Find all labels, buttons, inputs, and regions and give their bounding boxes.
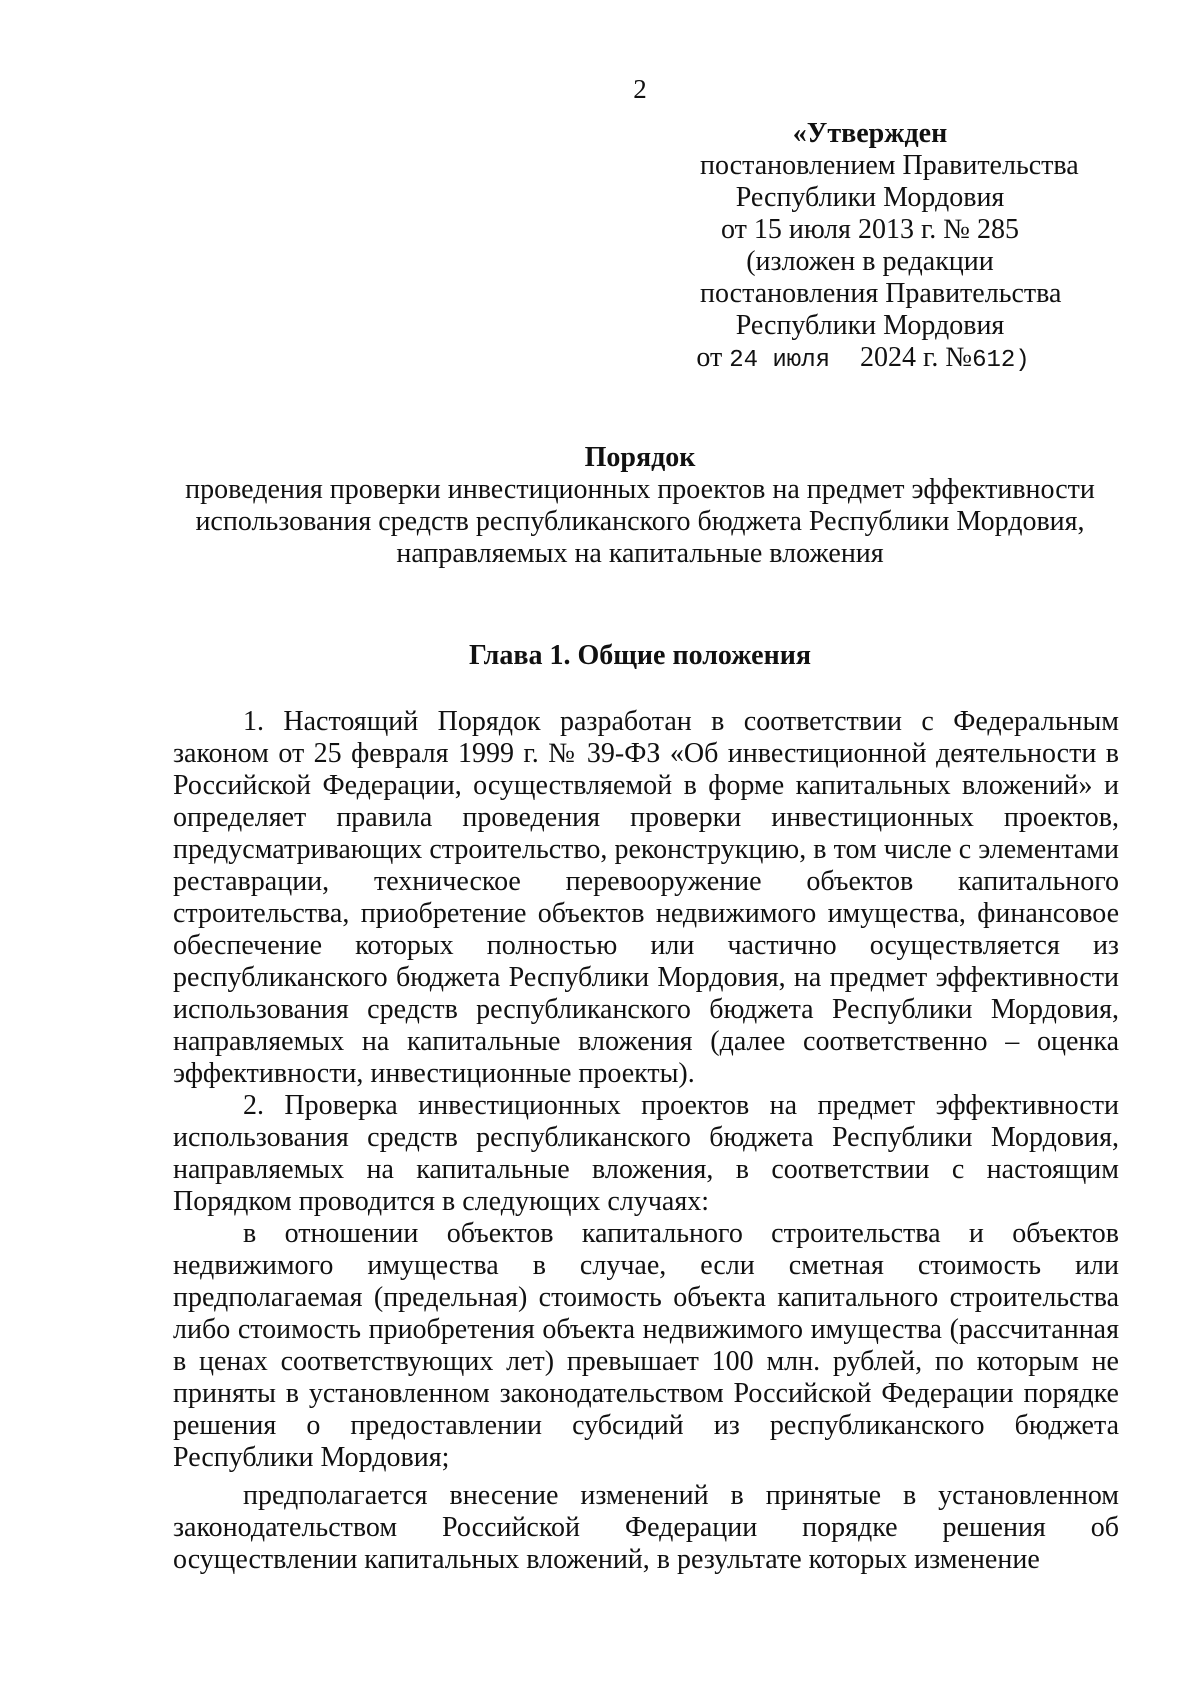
- amendment-year: 2024 г. №: [860, 342, 973, 373]
- chapter-heading: Глава 1. Общие положения: [468, 640, 811, 671]
- paragraph-1: 1. Настоящий Порядок разработан в соответствии с Федеральным законом от 25 февраля 1999 г. № 39-ФЗ «Об инвестиционной деятельности в Российской Федерации, осуществляемой в форме капитальных вложений» и определяет правила проведения проверки инвестиционных проектов, предусматривающих строительство, реконструкцию, в том числе с элементами реставрации, техническое перевооружение объектов капитального строительства, приобретение объектов недвижимого имущества, финансовое обеспечение которых полностью или частично осуществляется из республиканского бюджета Республики Мордовия, на предмет эффективности использования средств республиканского бюджета Республики Мордовия, направляемых на капитальные вложения (далее соответственно – оценка эффективности, инвестиционные проекты).: [173, 706, 1119, 1089]
- amendment-date-prefix: от: [696, 342, 723, 373]
- title-line-2: использования средств республиканского бюджета Республики Мордовия,: [195, 506, 1085, 537]
- document-body: [173, 706, 1119, 1576]
- page-number: 2: [633, 74, 647, 104]
- amendment-day-month: 24 июля: [729, 347, 831, 374]
- approval-stamp: [696, 118, 1079, 377]
- paragraph-2: 2. Проверка инвестиционных проектов на предмет эффективности использования средств республиканского бюджета Республики Мордовия, направляемых на капитальные вложения, в соответствии с настоящим Порядком проводится в следующих случаях:: [173, 1090, 1119, 1217]
- approval-line-resolution-2: постановления Правительства: [700, 278, 1062, 309]
- approval-line-republic-2: Республики Мордовия: [735, 310, 1005, 341]
- title-line-1: проведения проверки инвестиционных проектов на предмет эффективности: [185, 474, 1095, 505]
- approval-line-edition: (изложен в редакции: [746, 246, 994, 277]
- approval-line-republic: Республики Мордовия: [735, 182, 1005, 213]
- approval-line-approved: «Утвержден: [792, 118, 948, 149]
- approval-line-amendment-date: [686, 342, 1040, 377]
- paragraph-3: в отношении объектов капитального строительства и объектов недвижимого имущества в случае, если сметная стоимость или предполагаемая (предельная) стоимость объекта капитального строительства либо стоимость приобретения объекта недвижимого имущества (рассчитанная в ценах соответствующих лет) превышает 100 млн. рублей, по которым не приняты в установленном законодательством Российской Федерации порядке решения о предоставлении субсидий из республиканского бюджета Республики Мордовия;: [173, 1218, 1119, 1473]
- amendment-number: 612: [972, 347, 1016, 374]
- amendment-close: ): [1015, 347, 1030, 374]
- title-heading: Порядок: [584, 442, 696, 473]
- document-title: [170, 442, 1110, 570]
- title-line-3: направляемых на капитальные вложения: [396, 538, 884, 569]
- paragraph-4: предполагается внесение изменений в принятые в установленном законодательством Российской Федерации порядке решения об осуществлении капитальных вложений, в результате которых изменение: [173, 1480, 1119, 1575]
- approval-line-resolution: постановлением Правительства: [700, 150, 1079, 181]
- approval-line-original-date: от 15 июля 2013 г. № 285: [721, 214, 1019, 245]
